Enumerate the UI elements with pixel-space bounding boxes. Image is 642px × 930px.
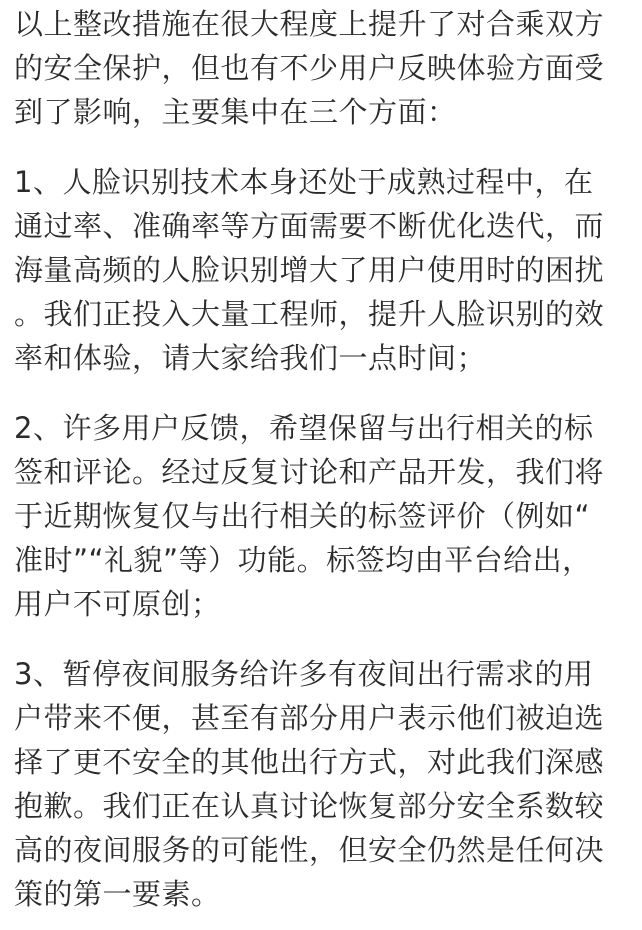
text-line: 用户不可原创； (14, 587, 221, 621)
text-line: 1、人脸识别技术本身还处于成熟过程中，在 (14, 165, 594, 199)
text-line: 3、暂停夜间服务给许多有夜间出行需求的用 (14, 657, 594, 691)
text-line: 准时”“礼貌”等）功能。标签均由平台给出， (14, 543, 592, 577)
text-line: 的安全保护，但也有不少用户反映体验方面受 (14, 51, 605, 85)
point-1-paragraph (14, 160, 642, 380)
text-line: 通过率、准确率等方面需要不断优化迭代，而 (14, 209, 605, 243)
point-2-paragraph (14, 406, 642, 626)
text-line: 于近期恢复仅与出行相关的标签评价（例如“ (14, 499, 591, 533)
text-line: 抱歉。我们正在认真讨论恢复部分安全系数较 (14, 789, 605, 823)
text-line: 率和体验，请大家给我们一点时间； (14, 341, 487, 375)
text-line: 2、许多用户反馈，希望保留与出行相关的标 (14, 411, 594, 445)
text-line: 择了更不安全的其他出行方式，对此我们深感 (14, 745, 605, 779)
text-line: 策的第一要素。 (14, 877, 221, 911)
text-line: 以上整改措施在很大程度上提升了对合乘双方 (14, 7, 605, 41)
text-line: 户带来不便，甚至有部分用户表示他们被迫选 (14, 701, 605, 735)
text-line: 。我们正投入大量工程师，提升人脸识别的效 (14, 297, 605, 331)
text-line: 海量高频的人脸识别增大了用户使用时的困扰 (14, 253, 605, 287)
text-line: 高的夜间服务的可能性，但安全仍然是任何决 (14, 833, 605, 867)
text-line: 签和评论。经过反复讨论和产品开发，我们将 (14, 455, 605, 489)
point-3-paragraph (14, 652, 642, 916)
text-line: 到了影响，主要集中在三个方面： (14, 95, 457, 129)
intro-paragraph (14, 2, 642, 134)
